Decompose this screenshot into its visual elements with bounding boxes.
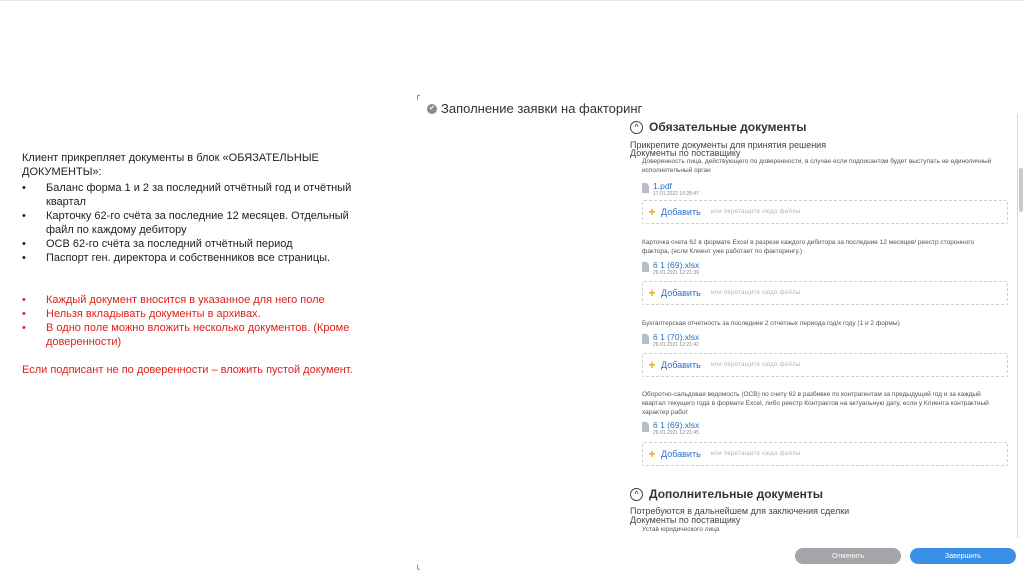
required-subtitle: Прикрепите документы для принятия решения bbox=[630, 140, 827, 150]
file-name[interactable]: 6 1 (69).xlsx bbox=[653, 260, 700, 270]
page-title bbox=[427, 101, 642, 116]
instruction-item: • Паспорт ген. директора и собственников все страницы. bbox=[22, 252, 331, 264]
drop-hint: или перетащите сюда файлы bbox=[710, 290, 801, 296]
panel-divider bbox=[1017, 114, 1018, 538]
document-icon bbox=[642, 183, 649, 193]
top-divider bbox=[0, 0, 1024, 1]
rule-item: • В одно поле можно вложить несколько документов. (Кроме доверенности) bbox=[22, 322, 350, 348]
doc-description: Оборотно-сальдовая ведомость (ОСВ) по счету 62 в разбивке по контрагентам за предыдущий год и за каждый квартал текущего года в формате Excel, либо реестр Контрактов на актуальную дату, если у Клиента контрактный характер работ bbox=[642, 391, 989, 416]
file-drop-zone[interactable] bbox=[642, 353, 1008, 377]
instruction-block bbox=[22, 151, 372, 377]
file-date: 17.01.2022 10:28:47 bbox=[653, 191, 699, 197]
file-name[interactable]: 6 1 (70).xlsx bbox=[653, 332, 700, 342]
document-icon bbox=[642, 262, 649, 272]
file-date: 26.01.2021 12:21:42 bbox=[653, 342, 699, 348]
attached-file[interactable] bbox=[642, 260, 699, 277]
file-date: 26.01.2021 12:21:45 bbox=[653, 430, 699, 436]
additional-group-label: Документы по поставщику bbox=[630, 515, 741, 525]
required-section-header[interactable] bbox=[630, 120, 807, 134]
page-title-text: Заполнение заявки на факторинг bbox=[441, 101, 643, 116]
rules-list bbox=[22, 293, 372, 349]
file-name[interactable]: 1.pdf bbox=[653, 181, 672, 191]
plus-icon[interactable]: + bbox=[648, 286, 656, 300]
additional-subtitle: Потребуются в дальнейшем для заключения сделки bbox=[630, 506, 850, 516]
add-file-button[interactable]: Добавить bbox=[661, 207, 701, 217]
instruction-item: • Карточку 62-го счёта за последние 12 месяцев. Отдельный файл по каждому дебитору bbox=[22, 210, 349, 236]
attached-file[interactable] bbox=[642, 181, 699, 198]
plus-icon[interactable]: + bbox=[648, 447, 656, 461]
doc-description: Устав юридического лица bbox=[642, 526, 720, 533]
instruction-list bbox=[22, 181, 372, 265]
slide-corner-mark-bottom: ╰ bbox=[415, 565, 420, 574]
required-section-title: Обязательные документы bbox=[649, 120, 807, 134]
chevron-up-icon[interactable]: ^ bbox=[630, 121, 643, 134]
rule-item: • Нельзя вкладывать документы в архивах. bbox=[22, 308, 261, 320]
chevron-up-icon[interactable]: ^ bbox=[630, 488, 643, 501]
doc-description: Карточка счета 62 в формате Excel в разрезе каждого дебитора за последние 12 месяцев/ реестр сторонного фактора, (если Клиент уже работает по факторингу.) bbox=[642, 239, 975, 255]
doc-description: Бухгалтерская отчетность за последние 2 отчетных периода год/к году (1 и 2 формы) bbox=[642, 320, 900, 327]
file-drop-zone[interactable] bbox=[642, 200, 1008, 224]
check-circle-icon: ✔ bbox=[427, 104, 437, 114]
add-file-button[interactable]: Добавить bbox=[661, 360, 701, 370]
drop-hint: или перетащите сюда файлы bbox=[710, 209, 801, 215]
rule-item: • Каждый документ вносится в указанное для него поле bbox=[22, 294, 325, 306]
add-file-button[interactable]: Добавить bbox=[661, 449, 701, 459]
additional-section-header[interactable] bbox=[630, 487, 823, 501]
file-date: 26.01.2021 12:21:39 bbox=[653, 270, 699, 276]
drop-hint: или перетащите сюда файлы bbox=[710, 362, 801, 368]
document-icon bbox=[642, 422, 649, 432]
drop-hint: или перетащите сюда файлы bbox=[710, 451, 801, 457]
finish-button[interactable]: Завершить bbox=[910, 548, 1016, 564]
additional-section-title: Дополнительные документы bbox=[649, 487, 823, 501]
file-name[interactable]: 6 1 (69).xlsx bbox=[653, 420, 700, 430]
instruction-item: • Баланс форма 1 и 2 за последний отчётный год и отчётный квартал bbox=[22, 182, 352, 208]
cancel-button[interactable]: Отменить bbox=[795, 548, 901, 564]
file-drop-zone[interactable] bbox=[642, 442, 1008, 466]
plus-icon[interactable]: + bbox=[648, 205, 656, 219]
documents-panel[interactable] bbox=[620, 114, 1018, 538]
plus-icon[interactable]: + bbox=[648, 358, 656, 372]
document-icon bbox=[642, 334, 649, 344]
instruction-intro: Клиент прикрепляет документы в блок «ОБЯЗАТЕЛЬНЫЕ ДОКУМЕНТЫ»: bbox=[22, 152, 319, 178]
add-file-button[interactable]: Добавить bbox=[661, 288, 701, 298]
required-group-label: Документы по поставщику bbox=[630, 148, 741, 158]
slide-corner-mark-top: ╭ bbox=[415, 91, 420, 100]
scrollbar[interactable] bbox=[1019, 168, 1023, 212]
attached-file[interactable] bbox=[642, 332, 699, 349]
instruction-item: • ОСВ 62-го счёта за последний отчётный период bbox=[22, 238, 293, 250]
attached-file[interactable] bbox=[642, 420, 699, 437]
signatory-note: Если подписант не по доверенности – вложить пустой документ. bbox=[22, 364, 353, 376]
doc-description: Доверенность лица, действующего по доверенности, в случае если подписантом будет выступать не единоличный исполнительный орган bbox=[642, 158, 992, 174]
file-drop-zone[interactable] bbox=[642, 281, 1008, 305]
